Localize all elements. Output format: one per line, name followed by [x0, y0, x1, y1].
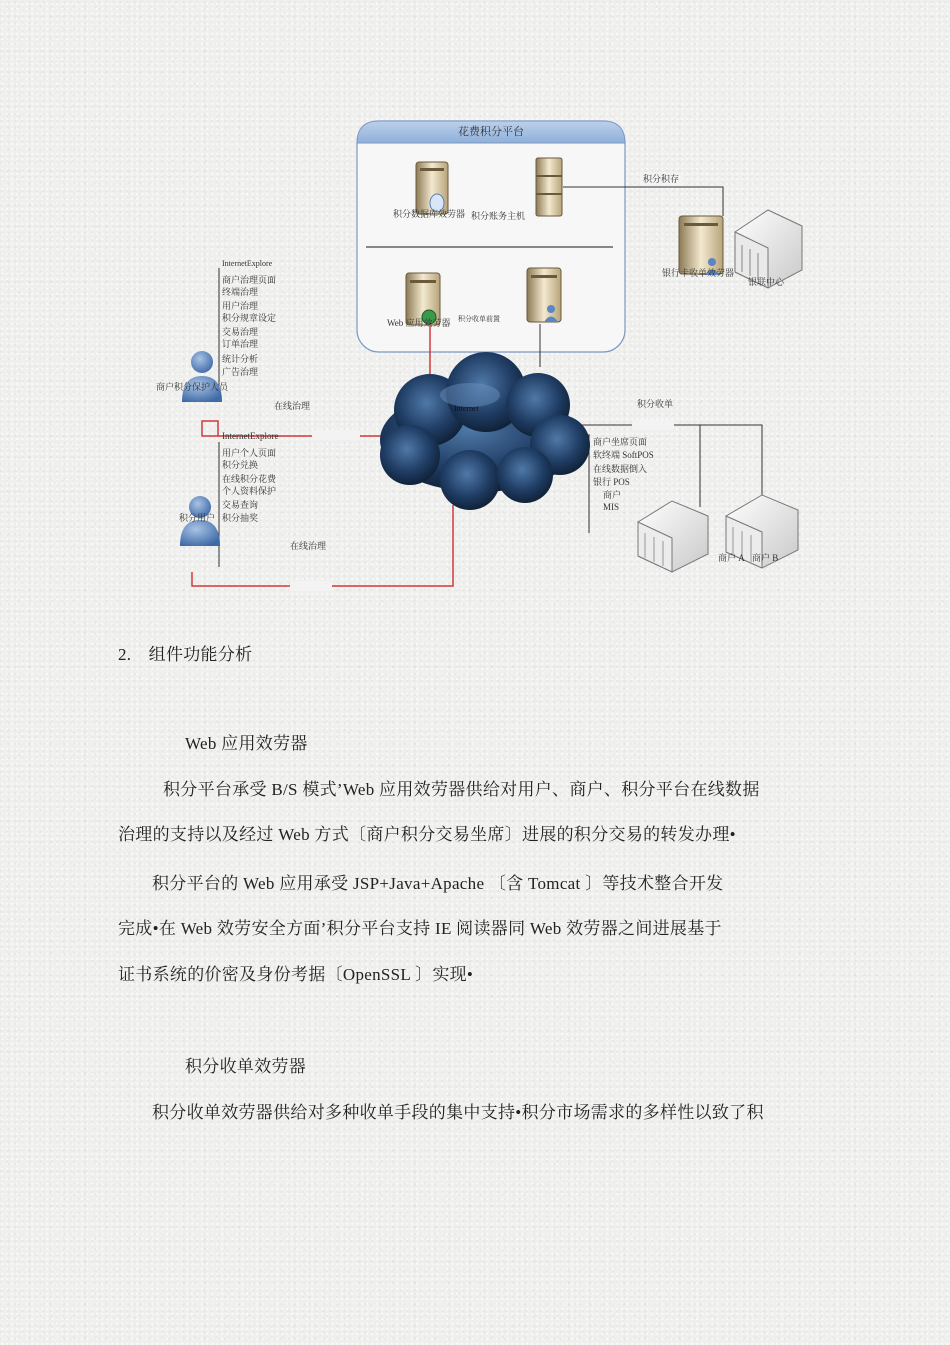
internet-label: Internet	[454, 404, 479, 413]
points-deposit-label: 积分积存	[643, 174, 680, 184]
admin-function-item: 订单治理	[222, 339, 259, 349]
points-acquiring-front-label: 积分收单前置	[458, 315, 500, 323]
bank-acquiring-server-icon	[679, 216, 723, 275]
user-person-label: 积分用户	[179, 513, 216, 523]
subheading-points-acquiring-server: 积分收单效劳器	[185, 1057, 307, 1076]
admin-function-list	[222, 274, 276, 377]
paragraph-2-line-1: 积分平台的 Web 应用承受 JSP+Java+Apache 〔含 Tomcat 〕等技术整合开发	[152, 874, 724, 893]
points-db-server-label: 积分数据库效劳器	[393, 209, 466, 219]
admin-function-item: 终端治理	[222, 287, 259, 297]
ie-admin-label: InternetExplore	[222, 259, 273, 268]
user-function-item: 积分抽奖	[222, 513, 259, 523]
admin-function-item: 积分规章设定	[222, 313, 277, 323]
internet-cloud-icon	[380, 352, 590, 510]
admin-function-item: 商户治理页面	[222, 275, 277, 285]
points-acquiring-label: 积分收单	[637, 399, 674, 409]
points-db-server-icon	[416, 162, 448, 214]
section-heading: 2. 组件功能分析	[118, 645, 253, 664]
bank-acquiring-server-label: 银行卡收单效劳器	[662, 268, 735, 278]
online-mgmt-top-label: 在线治理	[274, 401, 311, 411]
user-function-item: 在线积分花费	[222, 474, 277, 484]
user-function-list	[222, 447, 277, 523]
merchant-channel-item: 软终端 SoftPOS	[593, 450, 654, 460]
paragraph-2-line-2: 完成•在 Web 效劳安全方面’积分平台支持 IE 阅读器同 Web 效劳器之间进展基于	[118, 919, 722, 938]
paragraph-2-line-3: 证书系统的价密及身份考据〔OpenSSL 〕实现•	[118, 965, 474, 984]
merchant-a-building-icon	[638, 501, 708, 572]
admin-function-item: 统计分析	[222, 354, 259, 364]
merchant-channel-item: 商户坐席页面	[593, 437, 648, 447]
user-function-item: 个人资料保护	[222, 486, 277, 496]
admin-person-label: 商户积分保护人员	[156, 382, 229, 392]
merchant-channel-item: 在线数据倒入	[593, 464, 648, 474]
paragraph-3-line-1: 积分收单效劳器供给对多种收单手段的集中支持•积分市场需求的多样性以致了积	[152, 1103, 764, 1122]
clearing-center-label: 银联中心	[748, 277, 785, 287]
ie-user-label: InternetExplore	[222, 431, 279, 441]
points-account-host-label: 积分账务主机	[471, 211, 526, 221]
subheading-web-app-server: Web 应用效劳器	[185, 734, 308, 753]
user-function-item: 用户个人页面	[222, 448, 277, 458]
architecture-diagram	[0, 0, 950, 610]
merchant-channel-item: MIS	[603, 502, 620, 512]
points-account-host-icon	[536, 158, 562, 216]
platform-title: 花费积分平台	[458, 126, 524, 138]
online-mgmt-bottom-label: 在线治理	[290, 541, 327, 551]
paragraph-1-line-2: 治理的支持以及经过 Web 方式〔商户积分交易坐席〕进展的积分交易的转发办理•	[118, 825, 736, 844]
web-app-server-label: Web 应用效劳器	[387, 318, 451, 328]
merchant-channel-list	[593, 436, 654, 512]
admin-function-item: 广告治理	[222, 367, 259, 377]
admin-function-item: 交易治理	[222, 327, 259, 337]
user-function-item: 交易查询	[222, 500, 259, 510]
user-function-item: 积分兑换	[222, 460, 259, 470]
merchant-channel-item: 银行 POS	[593, 477, 630, 487]
admin-person-icon	[182, 351, 222, 402]
merchant-b-label: 商户 B	[752, 553, 779, 563]
points-acquiring-front-icon	[527, 268, 561, 322]
merchant-channel-item: 商户	[603, 490, 622, 500]
admin-function-item: 用户治理	[222, 301, 259, 311]
paragraph-1-line-1: 积分平台承受 B/S 模式’Web 应用效劳器供给对用户、商户、积分平台在线数据	[163, 780, 760, 799]
merchant-a-label: 商户 A	[718, 553, 745, 563]
